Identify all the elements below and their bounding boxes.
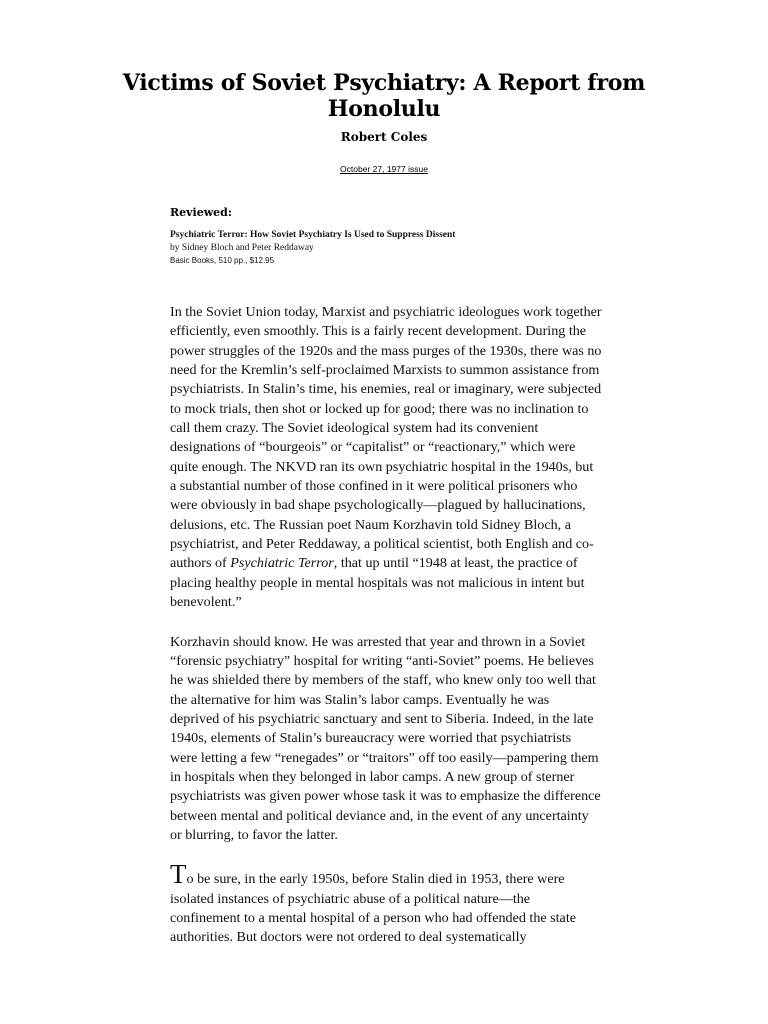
reviewed-book-publisher: Basic Books, 510 pp., $12.95 bbox=[170, 256, 275, 265]
drop-cap: T bbox=[170, 859, 187, 890]
book-title-italic: Psychiatric Terror bbox=[230, 555, 334, 572]
reviewed-book-title: Psychiatric Terror: How Soviet Psychiatry Is Used to Suppress Dissent bbox=[170, 230, 456, 240]
issue-link[interactable]: October 27, 1977 issue bbox=[340, 164, 428, 174]
body-paragraph-1-text-b: , that up until “1948 at least, the practice of placing healthy people in mental hospitals was not malicious in intent but benevolent.” bbox=[170, 555, 585, 611]
body-paragraph-1 bbox=[170, 303, 602, 613]
body-paragraph-3 bbox=[170, 859, 602, 947]
body-paragraph-1-text-a: In the Soviet Union today, Marxist and psychiatric ideologues work together efficiently, even smoothly. This is a fairly recent development. During the power struggles of the 1920s and the mass purges of the 1930s, there was no need for the Kremlin’s self-proclaimed Marxists to summon assistance from psychiatrists. In Stalin’s time, his enemies, real or imaginary, were subjected to mock trials, then shot or locked up for good; there was no inclination to call them crazy. The Soviet ideological system had its convenient designations of “bourgeois” or “capitalist” or “reactionary,” which were quite enough. The NKVD ran its own psychiatric hospital in the 1940s, but a substantial number of those confined in it were political prisoners who were obviously in bad shape psychologically—plagued by hallucinations, delusions, etc. The Russian poet Naum Korzhavin told Sidney Bloch, a psychiatrist, and Peter Reddaway, a political scientist, both English and co-authors of bbox=[170, 304, 602, 572]
reviewed-book-authors: by Sidney Bloch and Peter Reddaway bbox=[170, 243, 314, 253]
article-body bbox=[170, 303, 602, 968]
body-paragraph-3-text: o be sure, in the early 1950s, before Stalin died in 1953, there were isolated instances of psychiatric abuse of a political nature—the confinement to a mental hospital of a person who had offended the state authorities. But doctors were not ordered to deal systematically bbox=[170, 871, 576, 946]
article-author: Robert Coles bbox=[340, 130, 428, 144]
reviewed-heading: Reviewed: bbox=[170, 206, 232, 219]
body-paragraph-2: Korzhavin should know. He was arrested that year and thrown in a Soviet “forensic psychiatry” hospital for writing “anti-Soviet” poems. He believes he was shielded there by members of the staff, who knew only too well that the alternative for him was Stalin’s labor camps. Eventually he was deprived of his psychiatric sanctuary and sent to Siberia. Indeed, in the late 1940s, elements of Stalin’s bureaucracy were worried that psychiatrists were letting a few “renegades” or “traitors” off too easily—pampering them in hospitals when they belonged in labor camps. A new group of sterner psychiatrists was given power whose task it was to emphasize the difference between mental and political deviance and, in the event of any uncertainty or blurring, to favor the latter. bbox=[170, 633, 601, 843]
issue-date bbox=[0, 164, 768, 175]
article-title: Victims of Soviet Psychiatry: A Report from Honolulu bbox=[122, 70, 646, 122]
